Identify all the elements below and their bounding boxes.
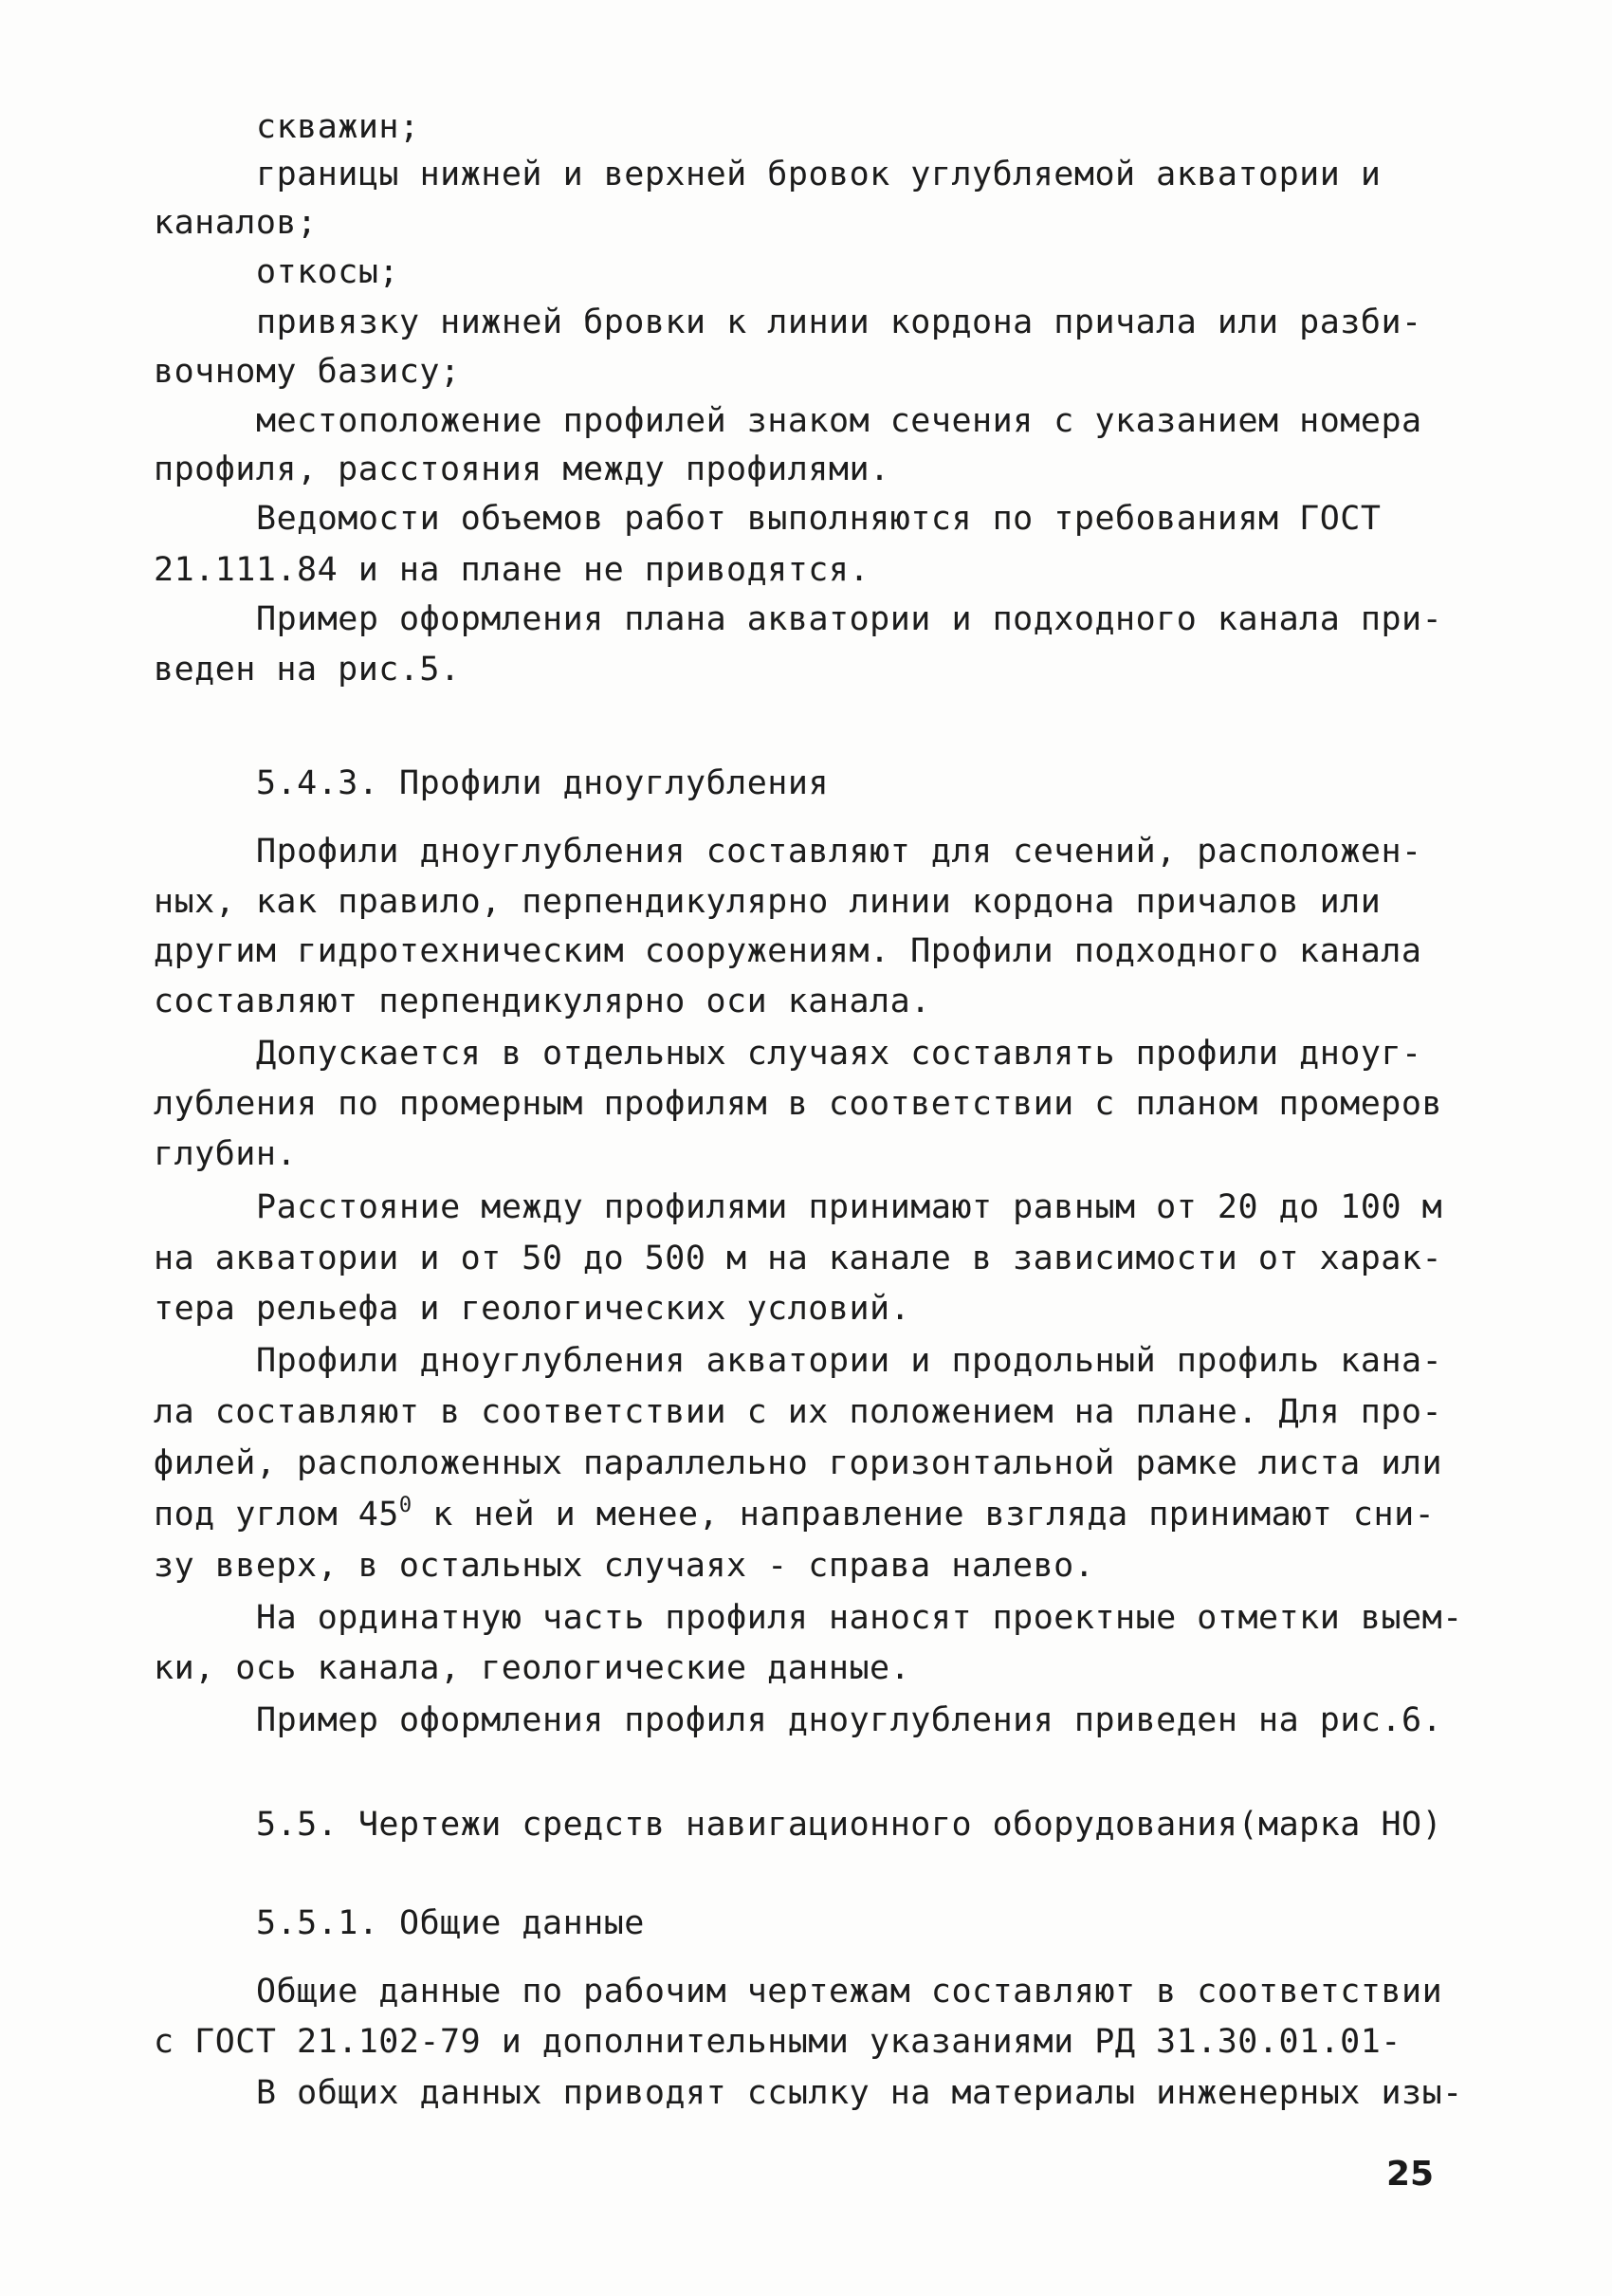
text-line: составляют перпендикулярно оси канала. xyxy=(154,983,931,1020)
text-line: зу вверх, в остальных случаях - справа налево. xyxy=(154,1547,1095,1585)
text-line: с ГОСТ 21.102-79 и дополнительными указаниями РД 31.30.01.01- xyxy=(154,2023,1401,2061)
text-line: скважин; xyxy=(256,108,420,146)
text-line xyxy=(154,1494,1436,1534)
text-line: Ведомости объемов работ выполняются по требованиям ГОСТ xyxy=(256,500,1382,538)
text-line: 21.111.84 и на плане не приводятся. xyxy=(154,551,870,589)
text-line: привязку нижней бровки к линии кордона причала или разби- xyxy=(256,303,1422,341)
text-line: Пример оформления профиля дноуглубления приведен на рис.6. xyxy=(256,1701,1443,1739)
section-heading: 5.5.1. Общие данные xyxy=(256,1904,645,1942)
text-line: ла составляют в соответствии с их положением на плане. Для про- xyxy=(154,1393,1443,1431)
text-line: лубления по промерным профилям в соответствии с планом промеров xyxy=(154,1085,1443,1123)
superscript-degree: 0 xyxy=(398,1494,412,1517)
section-heading: 5.5. Чертежи средств навигационного оборудования(марка НО) xyxy=(256,1806,1443,1844)
text-line: профиля, расстояния между профилями. xyxy=(154,450,890,488)
text-segment: к ней и менее, направление взгляда принимают сни- xyxy=(412,1496,1436,1534)
text-line: Общие данные по рабочим чертежам составляют в соответствии xyxy=(256,1973,1443,2011)
text-line: филей, расположенных параллельно горизонтальной рамке листа или xyxy=(154,1444,1443,1482)
section-heading: 5.4.3. Профили дноуглубления xyxy=(256,764,830,802)
text-line: границы нижней и верхней бровок углубляемой акватории и xyxy=(256,156,1382,193)
text-line: Пример оформления плана акватории и подходного канала при- xyxy=(256,600,1443,638)
text-line: На ординатную часть профиля наносят проектные отметки выем- xyxy=(256,1599,1463,1637)
text-line: Допускается в отдельных случаях составлять профили дноуг- xyxy=(256,1035,1422,1073)
text-line: местоположение профилей знаком сечения с указанием номера xyxy=(256,402,1422,440)
text-line: вочному базису; xyxy=(154,353,461,391)
text-line: тера рельефа и геологических условий. xyxy=(154,1290,911,1328)
text-line: Профили дноуглубления акватории и продольный профиль кана- xyxy=(256,1342,1443,1380)
text-line: на акватории и от 50 до 500 м на канале в зависимости от харак- xyxy=(154,1240,1443,1277)
page-number: 25 xyxy=(1386,2155,1435,2194)
text-line: откосы; xyxy=(256,253,400,291)
text-line: Профили дноуглубления составляют для сечений, расположен- xyxy=(256,833,1422,871)
text-line: другим гидротехническим сооружениям. Профили подходного канала xyxy=(154,932,1422,970)
text-segment: под углом 45 xyxy=(154,1496,399,1534)
text-line: глубин. xyxy=(154,1135,298,1173)
text-line: ных, как правило, перпендикулярно линии кордона причалов или xyxy=(154,883,1382,921)
text-line: В общих данных приводят ссылку на материалы инженерных изы- xyxy=(256,2074,1463,2112)
text-line: ки, ось канала, геологические данные. xyxy=(154,1649,911,1687)
text-line: каналов; xyxy=(154,204,318,242)
text-line: веден на рис.5. xyxy=(154,651,461,689)
text-line: Расстояние между профилями принимают равным от 20 до 100 м xyxy=(256,1188,1443,1226)
